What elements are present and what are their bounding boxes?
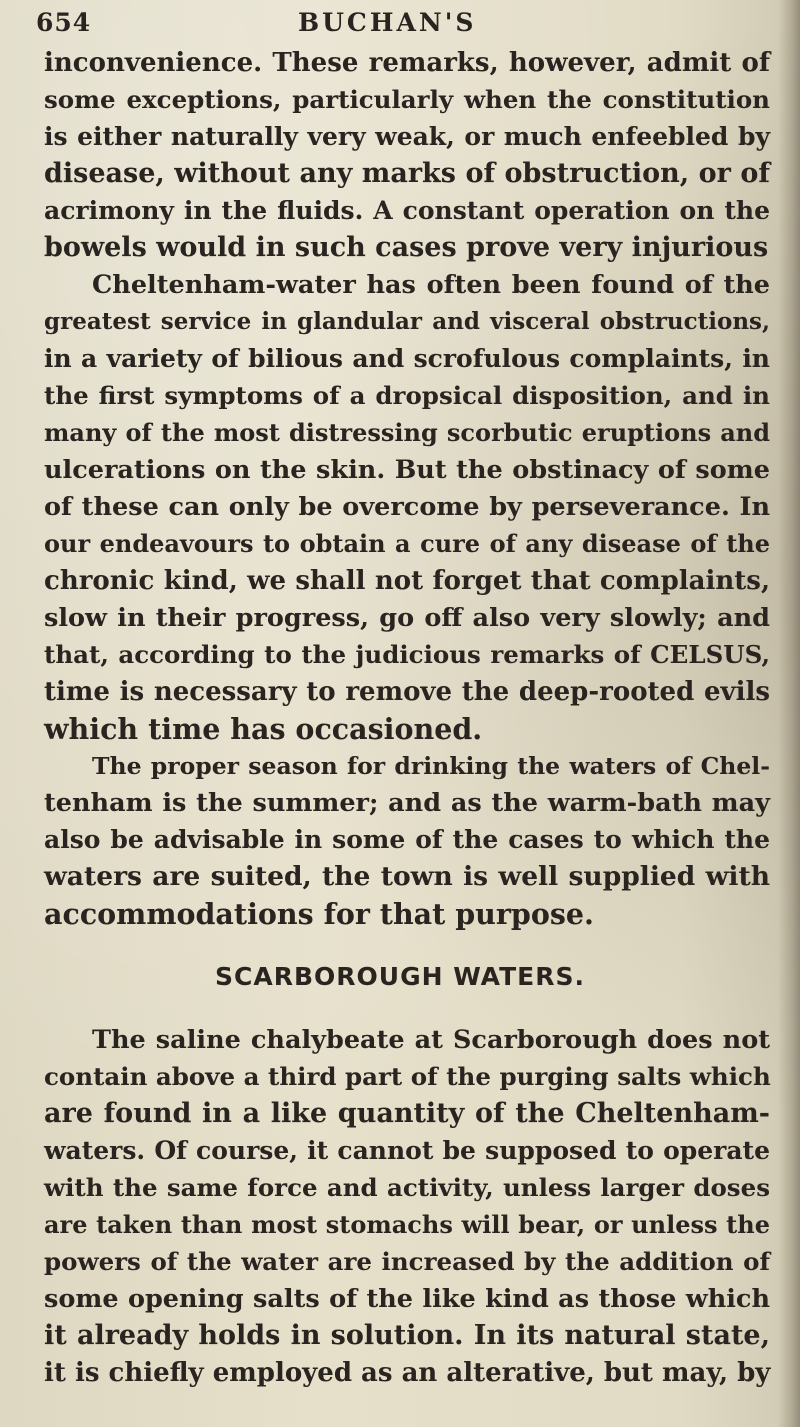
text-line: are found in a like quantity of the Cheltenham- [44,1098,770,1129]
text-line: inconvenience. These remarks, however, admit of [44,48,770,78]
page-number: 654 [36,8,92,37]
text-line: which time has occasioned. [44,712,483,746]
page-header [36,8,776,48]
text-line: chronic kind, we shall not forget that complaints, [44,566,770,596]
text-line: waters are suited, the town is well supplied with [44,861,770,892]
text-line: tenham is the summer; and as the warm-bath may [44,788,770,818]
text-line: many of the most distressing scorbutic eruptions and [44,418,770,447]
text-line: it already holds in solution. In its natural state, [44,1320,770,1351]
text-line: waters. Of course, it cannot be supposed to operate [44,1136,770,1165]
text-line: contain above a third part of the purging salts which [44,1062,771,1091]
text-line: also be advisable in some of the cases to which the [44,825,770,854]
section-heading: SCARBOROUGH WATERS. [215,962,585,991]
text-line: The proper season for drinking the waters of Chel- [92,752,770,780]
text-line: some exceptions, particularly when the constitution [44,85,770,114]
text-line: powers of the water are increased by the addition of [44,1247,770,1276]
text-line: disease, without any marks of obstruction, or of [44,158,770,189]
text-line: in a variety of bilious and scrofulous complaints, in [44,344,770,373]
text-line: accommodations for that purpose. [44,897,594,931]
running-head: BUCHAN'S [298,8,477,37]
text-line: some opening salts of the like kind as those which [44,1284,770,1314]
text-line: Cheltenham-water has often been found of the [92,270,770,300]
page-edge-shadow [778,0,800,1427]
text-line: slow in their progress, go off also very slowly; and [44,603,770,633]
text-line: time is necessary to remove the deep-rooted evils [44,677,770,707]
text-line: is either naturally very weak, or much enfeebled by [44,122,770,151]
text-line: our endeavours to obtain a cure of any disease of the [44,529,770,558]
text-line: that, according to the judicious remarks of CELSUS, [44,640,770,669]
text-line: the first symptoms of a dropsical disposition, and in [44,381,770,410]
text-line: acrimony in the fluids. A constant operation on the [44,196,770,225]
text-line: The saline chalybeate at Scarborough does not [92,1025,770,1055]
text-line: greatest service in glandular and visceral obstructions, [44,308,770,335]
text-line: it is chiefly employed as an alterative, but may, by [44,1358,771,1388]
text-line: bowels would in such cases prove very injurious [44,232,769,263]
text-line: are taken than most stomachs will bear, or unless the [44,1210,770,1239]
text-line: of these can only be overcome by perseverance. In [44,492,770,522]
text-line: with the same force and activity, unless larger doses [44,1173,770,1202]
text-line: ulcerations on the skin. But the obstinacy of some [44,455,770,485]
